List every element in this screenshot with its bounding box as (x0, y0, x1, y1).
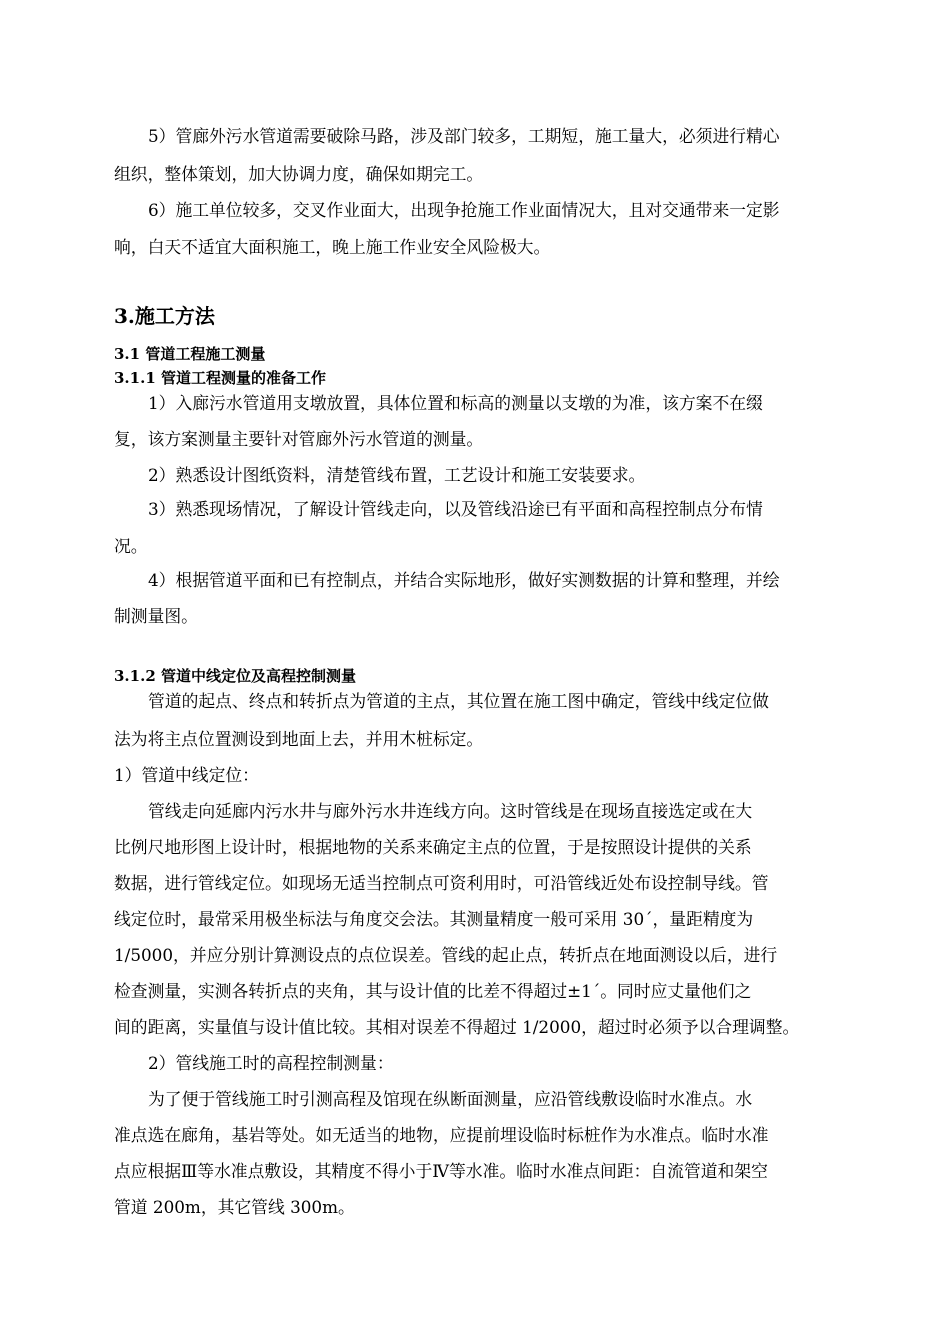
subsection-1-line-5: 1/5000，并应分别计算测设点的点位误差。管线的起止点，转折点在地面测设以后，进行 (114, 945, 778, 965)
intro-line-2: 法为将主点位置测设到地面上去，并用木桩标定。 (114, 729, 484, 749)
paragraph-6-line-2: 响，白天不适宜大面积施工，晚上施工作业安全风险极大。 (114, 237, 551, 257)
item-2-line-1: 2）熟悉设计图纸资料，清楚管线布置，工艺设计和施工安装要求。 (148, 465, 646, 485)
item-4-line-1: 4）根据管道平面和已有控制点，并结合实际地形，做好实测数据的计算和整理，并绘 (148, 570, 780, 590)
paragraph-5-line-1: 5）管廊外污水管道需要破除马路，涉及部门较多，工期短，施工量大，必须进行精心 (148, 126, 780, 146)
section-3-1-1-heading: 3.1.1 管道工程测量的准备工作 (114, 369, 326, 387)
subsection-1-line-7: 间的距离，实量值与设计值比较。其相对误差不得超过 1/2000，超过时必须予以合理调整。 (114, 1017, 800, 1037)
subsection-1-line-3: 数据，进行管线定位。如现场无适当控制点可资利用时，可沿管线近处布设控制导线。管 (114, 873, 769, 893)
item-3-line-1: 3）熟悉现场情况，了解设计管线走向，以及管线沿途已有平面和高程控制点分布情 (148, 499, 763, 519)
item-1-line-1: 1）入廊污水管道用支墩放置，具体位置和标高的测量以支墩的为准，该方案不在缀 (148, 393, 763, 413)
subsection-2-line-2: 准点选在廊角，基岩等处。如无适当的地物，应提前埋设临时标桩作为水准点。临时水准 (114, 1125, 769, 1145)
subsection-2-line-1: 为了便于管线施工时引测高程及馆现在纵断面测量，应沿管线敷设临时水准点。水 (148, 1089, 753, 1109)
section-3-1-heading: 3.1 管道工程施工测量 (114, 345, 266, 363)
subsection-1-line-1: 管线走向延廊内污水井与廊外污水井连线方向。这时管线是在现场直接选定或在大 (148, 801, 753, 821)
paragraph-5-line-2: 组织，整体策划，加大协调力度，确保如期完工。 (114, 164, 484, 184)
subsection-1-line-2: 比例尺地形图上设计时，根据地物的关系来确定主点的位置，于是按照设计提供的关系 (114, 837, 752, 857)
subsection-1-line-6: 检查测量，实测各转折点的夹角，其与设计值的比差不得超过±1´。同时应丈量他们之 (114, 981, 752, 1001)
section-3-1-2-heading: 3.1.2 管道中线定位及高程控制测量 (114, 667, 356, 685)
subsection-2-line-3: 点应根据Ⅲ等水准点敷设，其精度不得小于Ⅳ等水准。临时水准点间距：自流管道和架空 (114, 1161, 768, 1181)
subsection-1-title: 1）管道中线定位： (114, 765, 259, 785)
subsection-2-title: 2）管线施工时的高程控制测量： (148, 1053, 394, 1073)
item-4-line-2: 制测量图。 (114, 606, 198, 626)
item-3-line-2: 况。 (114, 536, 148, 556)
subsection-2-line-4: 管道 200m，其它管线 300m。 (114, 1197, 355, 1217)
item-1-line-2: 复，该方案测量主要针对管廊外污水管道的测量。 (114, 429, 484, 449)
section-3-heading: 3.施工方法 (114, 304, 215, 328)
intro-line-1: 管道的起点、终点和转折点为管道的主点，其位置在施工图中确定，管线中线定位做 (148, 691, 769, 711)
paragraph-6-line-1: 6）施工单位较多，交叉作业面大，出现争抢施工作业面情况大，且对交通带来一定影 (148, 200, 780, 220)
subsection-1-line-4: 线定位时，最常采用极坐标法与角度交会法。其测量精度一般可采用 30´，量距精度为 (114, 909, 754, 929)
